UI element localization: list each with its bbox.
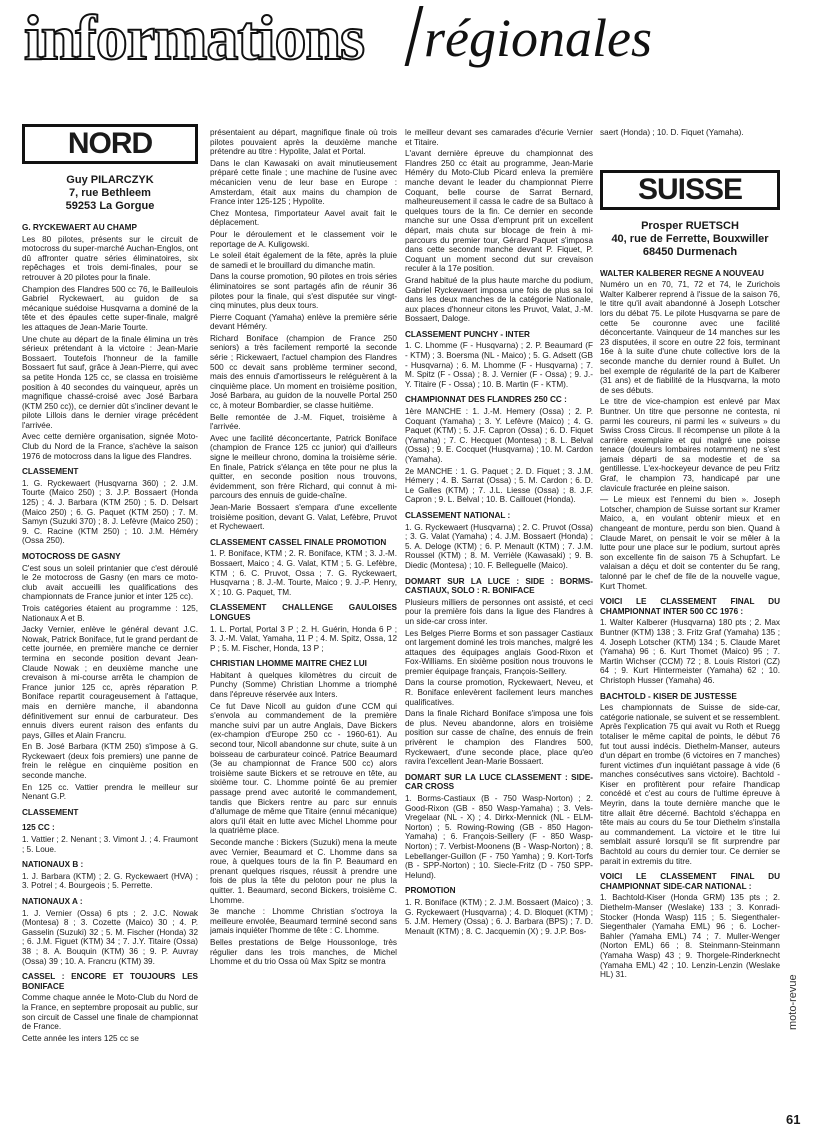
- paragraph: 1. Bachtold-Kiser (Honda GRM) 135 pts ; 2. Diethelm-Manser (Weslake) 133 ; 3. Konradi-Stocker (Honda Wasp) 115 ; 5. Siegenthaler-Siegenthaler (Yamaha EML) 96 ; 6. Locher-Bahler (Yamaha EML) 74 ; 7. Muller-Wenger (Norton EML) 66 ; 8. Steinmann-Steinmann (Yamaha Wasp) 43 ; 9. Thorgele-Rinderknecht (Yamaha EML) 42 ; 10. Lenzin-Lenzin (Weslake HL) 31.: [600, 893, 780, 980]
- region-title-nord: NORD: [22, 124, 198, 164]
- section-heading: CLASSEMENT CASSEL FINALE PROMOTION: [210, 537, 387, 547]
- paragraph: Jacky Vernier, enlève le général devant J.C. Nowak, Patrick Boniface, fut le grand perdant de cette journée, en première manche ce dernier termina en seconde position devant Jean-Claude Nowak ; en deuxième manche une crevaison à mi-course arrêta le champion de France junior 125 cc, après réparation P. Boniface repartit courageusement à l'attaque, mais en dernière manche, il abandonna définitivement sur ennui de carburateur. Des ennuis divers eurent raison des enfants du pays, Gilles et Alain Francru.: [22, 625, 198, 740]
- paragraph: Belles prestations de Belge Houssonloge, très régulier dans les trois manches, de Michel Lhomme et du trio Ossa où Max Spitz se montra: [210, 937, 397, 967]
- column-3: [405, 128, 593, 1128]
- paragraph: En B. José Barbara (KTM 250) s'impose à G. Ryckewaert (deux fois premiers) une panne de frein le relègue en cinquième position en seconde manche.: [22, 742, 198, 781]
- correspondent-address: 40, rue de Ferrette, Bouxwiller: [611, 232, 769, 245]
- masthead: [20, 4, 810, 72]
- paragraph: 1ère MANCHE : 1. J.-M. Hemery (Ossa) ; 2. P. Coquant (Yamaha) ; 3. Y. Lefèvre (Maico) ; 4. G. Paquet (KTM) ; 5. J.F. Capron (Ossa) ; 6. D. Fiquet (Yamaha) ; 7. C. Hecquet (Montesa) ; 8. L. Belval (Ossa) ; 9. E. Cocquet (Husqvarna) ; 10. M. Cardon (Yamaha).: [405, 407, 593, 464]
- section-heading: CLASSEMENT CHALLENGE GAULOISES LONGUES: [210, 603, 397, 622]
- paragraph: Une chute au départ de la finale élimina un très sérieux prétendant à la victoire : Jean-Marie Bossaert. Toutefois l'honneur de la famille Bossaert fut sauf, grâce à Jean-Pierre, qui avec sa petite Honda 125 cc, se classa en troisième position à 40 secondes du vainqueur, après un magnifique chassé-croisé avec José Barbara (KTM 250 cc)), ce dernier dût s'incliner devant le pilote Lillois dans le dernier virage précédent l'arrivée.: [22, 334, 198, 430]
- column-1: [22, 124, 198, 1124]
- article-body: [405, 128, 593, 936]
- paragraph: 1. L. Portal, Portal 3 P ; 2. H. Guérin, Honda 6 P ; 3. J.-M. Valat, Yamaha, 11 P ; 4. M. Spitz, Ossa, 12 P ; 5. M. Fischer, Honda, 13 P ;: [210, 624, 397, 653]
- section-heading: NATIONAUX B :: [22, 860, 84, 870]
- page-number: 61: [786, 1112, 801, 1127]
- column-2: [210, 128, 397, 1128]
- article-body: [22, 223, 198, 1043]
- paragraph: Pierre Coquant (Yamaha) enlève la première série devant Héméry.: [210, 312, 397, 332]
- paragraph: Ce fut Dave Nicoll au guidon d'une CCM qui s'envola au commandement de la première manche suivi par un autre Anglais, Dave Bickers (ex-champion d'Europe 250 cc - 1960-61). Au second tour, Nicoll abandonne sur chute, suite à un boisseau de carburateur coincé. Patrice Beaumard (3e au championnat de France 500 cc) alors troisième saute Bickers et se retrouve en tête, au sixième tour. C. Lhomme pointé 6e au premier passage prend avec autorité le commandement, tandis que Bickers rentre au parc sur ennuis d'allumage de même que Titaire (ennui mécanique) alors qu'il était en lutte avec Michel Lhomme pour la quatrième place.: [210, 701, 397, 836]
- paragraph: 1. J. Barbara (KTM) ; 2. G. Ryckewaert (HVA) ; 3. Potrel ; 4. Bourgeois ; 5. Perrette.: [22, 871, 198, 891]
- section-heading: G. RYCKEWAERT AU CHAMP: [22, 223, 137, 232]
- paragraph: Habitant à quelques kilomètres du circuit de Punchy (Somme) Christian Lhomme a triomphé dans l'épreuve réservée aux Inters.: [210, 670, 397, 700]
- magazine-name: moto-revue: [787, 974, 799, 1030]
- paragraph: Pour le déroulement et le classement voir le reportage de A. Kuligowski.: [210, 229, 397, 249]
- correspondent-city: 59253 La Gorgue: [65, 200, 155, 212]
- section-heading: PROMOTION: [405, 886, 456, 896]
- paragraph: Le soleil était également de la fête, après la pluie de samedi et le brouillard du dimanche matin.: [210, 251, 397, 270]
- paragraph: Seconde manche : Bickers (Suzuki) mena la meute avec Vernier, Beaumard et C. Lhomme dans sa roue, à quelques tours de la fin P. Beaumard en prenant quelques risques, réussit à prendre une fois de plus la tête du peloton pour ne plus la quitter. 1. Beaumard, second Bickers, troisième C. Lhomme.: [210, 837, 397, 905]
- paragraph: Champion des Flandres 500 cc 76, le Bailleulois Gabriel Ryckewaert, au guidon de sa mécanique suédoise Husqvarna a dominé de la tête et des épaules cette super-finale, malgré les attaques de Jean-Marie Tourte.: [22, 284, 198, 332]
- article-body: [210, 128, 397, 967]
- paragraph: Plusieurs milliers de personnes ont assisté, et ceci pour la première fois dans la ligue des Flandres à un side-car cross inter.: [405, 597, 593, 626]
- section-heading: DOMART SUR LA LUCE CLASSEMENT : SIDE-CAR CROSS: [405, 772, 593, 792]
- section-heading: CHAMPIONNAT DES FLANDRES 250 CC :: [405, 395, 567, 405]
- paragraph: 1. Walter Kalberer (Husqvarna) 180 pts ; 2. Max Buntner (KTM) 138 ; 3. Fritz Graf (Yamaha) 135 ; 4. Joseph Lotscher (KTM) 134 ; 5. Claude Maret (Yamaha) 96 ; 6. Kurt Thomet (Maico) 95 ; 7. Martin Wichser (CCM) 72 ; 8. Louis Ristori (CZ) 64 ; 9. Kurt Hintermeister (Yamaha) 62 ; 10. Christoph Husser (Yamaha) 46.: [600, 618, 780, 685]
- section-heading: NATIONAUX A :: [22, 897, 83, 906]
- paragraph: 1. G. Ryckewaert (Husqvarna) ; 2. C. Pruvot (Ossa) ; 3. G. Valat (Yamaha) ; 4. J.M. Bossaert (Honda) ; 5. A. Deloge (KTM) ; 6. P. Menault (KTM) ; 7. J.M. Roussel (KTM) ; 8. M. Verrièle (Kawasaki) ; 9. B. Diedic (Montesa) ; 10. F. Belleguelle (Maico).: [405, 522, 593, 570]
- paragraph: 3e manche : Lhomme Christian s'octroya la meilleure envolée, Beaumard terminé second sans jamais inquiéter l'homme de tête : C. Lhomme.: [210, 907, 397, 936]
- section-heading: VOICI LE CLASSEMENT FINAL DU CHAMPIONNAT INTER 500 CC 1976 :: [600, 597, 780, 616]
- masthead-informations: informations: [24, 2, 364, 73]
- paragraph: Richard Boniface (champion de France 250 seniors) a très facilement remporté la seconde série ; Rickewaert, l'actuel champion des Flandres 500 cc devait sans problème terminer second, mais des ennuis d'amortisseurs le reléguèrent à la cinquième place. Un moment en troisième position, José Barbara, au guidon de la nouvelle Portal 250 cc, à moteur Bombardier, se classe huitième.: [210, 333, 397, 411]
- paragraph: Dans la course promotion, 90 pilotes en trois séries éliminatoires se sont partagés afin de réunir 36 pilotes pour la finale, qui s'est disputée sur vingt-cinq minutes, plus deux tours.: [210, 272, 397, 311]
- paragraph: Grand habitué de la plus haute marche du podium, Gabriel Ryckewaert imposa une fois de plus sa loi dans les deux manches de la catégorie Nationale, aux places d'honneur citons les Pruvot, Valat, J.-M. Bossaert, Daloge.: [405, 275, 593, 324]
- paragraph: Avec une facilité déconcertante, Patrick Boniface (champion de France 125 cc junior) qui d'ailleurs signe le meilleur chrono, domina la troisième série. En finale, Patrick s'élança en tête pour ne plus la quitter, en seconde position nous trouvons, évidemment, son frère Richard, qui connut à mi-parcours des ennuis de guide-chaîne.: [210, 433, 397, 501]
- section-heading: WALTER KALBERER REGNE A NOUVEAU: [600, 268, 764, 278]
- section-heading: CHRISTIAN LHOMME MAITRE CHEZ LUI: [210, 659, 367, 669]
- paragraph: Dans la course promotion, Ryckewaert, Neveu, et R. Boniface enlevèrent facilement leurs manches qualificatives.: [405, 678, 593, 707]
- paragraph: Dans la finale Richard Boniface s'imposa une fois de plus. Neveu abandonne, alors en troisième position sur casse de chaîne, des ennuis de frein privèrent le champion des Flandres 500, Ryckewaert, d'une seconde place, place qu'eo ravira l'excellent Jean-Marie Bossaert.: [405, 709, 593, 767]
- paragraph: Dans le clan Kawasaki on avait minutieusement préparé cette finale ; une machine de l'usine avec mécanicien venu de leur base en Europe : Amsterdam, était aux mains du champion de France inter 125-125 ; Hypolite.: [210, 158, 397, 207]
- paragraph: Les championnats de Suisse de side-car, catégorie nationale, se suivent et se ressemblent. Après l'explication 75 qui avait vu Roth et Ruegg totaliser le même capital de points, le début 76 fut tout aussi indécis. Diethelm-Manser, auteurs d'un départ en trombe (6 victoires en 7 manches) furent victimes d'un inquiétant passage à vide (6 manches consécutives sans victoire). Bachtold - Kiser en profitèrent pour refaire l'handicap concédé et c'est au cours de l'ultime épreuve à Meyrin, dans la toute dernière manche que le titre allait être décerné. Bachtold s'échappa en tête mais au cours du 5e tour Diethelm s'installa au commandement. La victoire et le titre lui semblait assuré lorsqu'il se fit surprendre par Bachtold au cours du dernier tour. Ce dernier se parait in extremis du titre.: [600, 703, 780, 866]
- paragraph: le meilleur devant ses camarades d'écurie Vernier et Titaire.: [405, 128, 593, 147]
- paragraph: En 125 cc. Vattier prendra le meilleur sur Nenant G.P.: [22, 782, 198, 802]
- correspondent-nord: [22, 174, 198, 213]
- paragraph: 1. J. Vernier (Ossa) 6 pts ; 2. J.C. Nowak (Montesa) 8 ; 3. Cozette (Maico) 30 ; 4. P. Gasselin (Suzuki) 32 ; 5. M. Fischer (Honda) 32 ; 6. J.M. Figuet (KTM) 34 ; 7. J.Y. Titaire (Ossa) 38 ; 8. A. Bouquin (KTM) 36 ; 9. P. Auvray (Ossa) 39 ; 10. A. Francru (KTM) 39.: [22, 908, 198, 966]
- paragraph: 2e MANCHE : 1. G. Paquet ; 2. D. Fiquet ; 3. J.M. Hémery ; 4. B. Sarrat (Ossa) ; 5. M. Cardon ; 6. D. Le Galles (KTM) ; 7. J.L. Liesse (Ossa) ; 8. J.F. Capron ; 9. L. Belval ; 10. B. Caillouet (Honda).: [405, 466, 593, 505]
- section-heading: DOMART SUR LA LUCE : SIDE : BORMS-CASTIAUX, SOLO : R. BONIFACE: [405, 576, 593, 596]
- masthead-regionales: régionales: [424, 8, 652, 68]
- paragraph: 1. P. Boniface, KTM ; 2. R. Boniface, KTM ; 3. J.-M. Bossaert, Maico ; 4. G. Valat, KTM ; 5. G. Lefèbre, KTM ; 6. C. Pruvot, Ossa ; 7. G. Ryckewaert, Husqvarna ; 8. J.-M. Tourte, Maico ; 9. J.-P. Henry, X ; 10. G. Paquet, TM.: [210, 549, 397, 597]
- section-heading: VOICI LE CLASSEMENT FINAL DU CHAMPIONNAT SIDE-CAR NATIONAL :: [600, 872, 780, 891]
- paragraph: 1. G. Ryckewaert (Husqvarna 360) ; 2. J.M. Tourte (Maico 250) ; 3. J.P. Bossaert (Honda 125) ; 4. J. Barbara (KTM 250) ; 5. D. Delsart (Maico 250) ; 6. G. Paquet (KTM 250) ; 7. M. Samyn (Suzuki 370) ; 8. J. Lefèvre (Maico 250) ; 9. C. Racine (KTM 250) ; 10. J.M. Héméry (Ossa 250).: [22, 478, 198, 546]
- paragraph: Trois catégories étaient au programme : 125, Nationaux A et B.: [22, 603, 198, 623]
- correspondent-city: 68450 Durmenach: [642, 245, 738, 258]
- section-heading: 125 CC :: [22, 823, 55, 833]
- correspondent-suisse: [600, 220, 780, 259]
- paragraph: Les 80 pilotes, présents sur le circuit de motocross du super-marché Auchan-Englos, ont dû affronter quatre séries éliminatoires, six repêchages et trois demi-finales, pour se retrouver à 20 pilotes pour la finale.: [22, 234, 198, 282]
- paragraph: Les Belges Pierre Borms et son passager Castiaux ont largement dominé les trois manches, malgré les attaques des équipages anglais Good-Rixon et Fox-Williams. En sixième position nous trouvons le premier équipage français, François-Seillery.: [405, 628, 593, 676]
- section-heading: MOTOCROSS DE GASNY: [22, 552, 121, 561]
- paragraph: Chez Montesa, l'importateur Aavel avait fait le déplacement.: [210, 208, 397, 228]
- paragraph: 1. C. Lhomme (F - Husqvarna) ; 2. P. Beaumard (F - KTM) ; 3. Boersma (NL - Maico) ; 5. G. Adsett (GB - Husqvarna) ; 6. M. Lhomme (F - Husqvarna) ; 7. M. Spitz (F - Ossa) ; 8. J. Vernier (F - Ossa) ; 9. J.-Y. Titaire (F - Ossa) ; 10. B. Martin (F - KTM).: [405, 341, 593, 389]
- section-heading: CLASSEMENT NATIONAL :: [405, 510, 511, 520]
- paragraph: présentaient au départ, magnifique finale où trois pilotes pouvaient après la deuxième manche prétendre au titre : Hypolite, Jalat et Portal.: [210, 128, 397, 157]
- paragraph: Cette année les inters 125 cc se: [22, 1033, 139, 1043]
- paragraph: Avec cette dernière organisation, signée Moto-Club du Nord de la France, s'achève la saison 1976 de motocross dans la ligue des Flandres.: [22, 432, 198, 461]
- paragraph: 1. Vattier ; 2. Nenant ; 3. Vimont J. ; 4. Fraumont ; 5. Loue.: [22, 835, 198, 854]
- column-4: [600, 128, 780, 1128]
- paragraph: 1. R. Boniface (KTM) ; 2. J.M. Bossaert (Maico) ; 3. G. Ryckewaert (Husqvarna) ; 4. D. Bloquet (KTM) ; 5. J.M. Hemery (Ossa) ; 6. J. Barbara (BPS) ; 7. D. Menault (KTM) ; 8. C. Jacquemin (X) ; 9. J.P. Bos-: [405, 897, 593, 936]
- paragraph: — Le mieux est l'ennemi du bien ». Joseph Lotscher, champion de Suisse sortant sur Kramer Maico, a, en voulant obtenir mieux et en changeant de monture, perdu son bien. Quand à Claude Maret, on pensait le voir se mêler à la lutte pour une place sur le podium, surtout après son excellente fin de saison 75 à Schupfart. Le valaisan a déçu et doit se contenter du 5e rang, talonné par le chef de file de la nouvelle vague, Kurt Thomet.: [600, 495, 780, 591]
- region-title-suisse: SUISSE: [600, 170, 780, 210]
- correspondent-name: Prosper RUETSCH: [641, 219, 739, 232]
- section-heading: CASSEL : ENCORE ET TOUJOURS LES BONIFACE: [22, 972, 198, 991]
- paragraph: Jean-Marie Bossaert s'empara d'une excellente troisième position, devant G. Valat, Lefèbre, Pruvot et Rychewaert.: [210, 502, 397, 532]
- section-heading: CLASSEMENT: [22, 467, 79, 477]
- article-body: [600, 269, 780, 980]
- correspondent-name: Guy PILARCZYK: [66, 174, 154, 186]
- masthead-divider: [405, 6, 424, 66]
- paragraph: Le titre de vice-champion est enlevé par Max Buntner. Un titre que personne ne contesta, ni parmi les coureurs, ni parmi les « suiveurs » du Swiss Cross Circus. Il récompense un pilote à la carrière exemplaire et qui malgré une poisse tenace (douleurs lombaires notamment) ne s'est jamais départi de sa modestie et de sa gentillesse. L'ex-hockeyeur devance de peu Fritz Graf, le champion 73, handicapé par une clavicule fracturée en pleine saison.: [600, 397, 780, 493]
- continued-text: saert (Honda) ; 10. D. Fiquet (Yamaha).: [600, 128, 744, 137]
- section-heading: BACHTOLD - KISER DE JUSTESSE: [600, 691, 737, 701]
- paragraph: Comme chaque année le Moto-Club du Nord de la France, en septembre proposait au public, sur son circuit de Cassel une finale de championnat de France.: [22, 993, 198, 1032]
- section-heading: CLASSEMENT PUNCHY - INTER: [405, 329, 530, 339]
- paragraph: L'avant dernière épreuve du championnat des Flandres 250 cc était au programme, Jean-Marie Héméry du Moto-Club Picard enleva la première manche devant le leader du championnat Pierre Coquant, belle course de Sarrat Bernard, malheureusement il cassa le cadre de sa Bultaco à quelques tours de la fin. Ce dernier en seconde manche sur une Ossa d'emprunt prit un excellent départ, mais chuta sur blocage de frein à mi-parcours du premier tour, Gérard Paquet s'imposa dans cette seconde manche devant P. Fiquet, P. Coquant un moment second dut sur crevaison reculer à la 17e position.: [405, 149, 593, 274]
- correspondent-address: 7, rue Bethleem: [69, 187, 151, 199]
- paragraph: C'est sous un soleil printanier que c'est déroulé le 2e motocross de Gasny (en mars ce moto-club avait accueilli les qualifications des championnats de France junior et inter 125 cc).: [22, 563, 198, 602]
- paragraph: 1. Borms-Castiaux (B - 750 Wasp-Norton) ; 2. Good-Rixon (GB - 850 Wasp-Yamaha) ; 3. Vels-Vregelaar (NL - X) ; 4. Dirkx-Mennick (NL - ELM-Norton) ; 5. Rowing-Rowing (GB - 850 Hagon-Yamaha) ; 6. François-Seillery (F - 850 Wasp-Norton) ; 7. Verbist-Moonens (B - Wasp-Norton) ; 8. Lebellanger-Guillon (F - 750 Yamha) ; 9. Kort-Torfs (B - SPP-Norton) ; 10. Siecle-Fritz (D - 750 SPP-Helund).: [405, 794, 593, 880]
- section-heading: CLASSEMENT: [22, 807, 79, 817]
- paragraph: Numéro un en 70, 71, 72 et 74, le Zurichois Walter Kalberer reprend à l'issue de la saison 76, le titre qu'il avait abandonné à Joseph Lotscher lors du débat 75. Le pilote Husqvarna se pare de cette 5e couronne avec une facilité déconcertante. Vainqueur de 14 manches sur les 23 disputées, il score en outre 22 fois, terminant 16e à la suite d'une chute collective lors de la seconde manche du dernier round à Bullet. Un bel exemple de régularité de la part de Kalberer (31 ans) et de fiabilité de la Husqvarna, la moto de ses débuts.: [600, 280, 780, 395]
- paragraph: Belle remontée de J.-M. Fiquet, troisième à l'arrivée.: [210, 412, 397, 432]
